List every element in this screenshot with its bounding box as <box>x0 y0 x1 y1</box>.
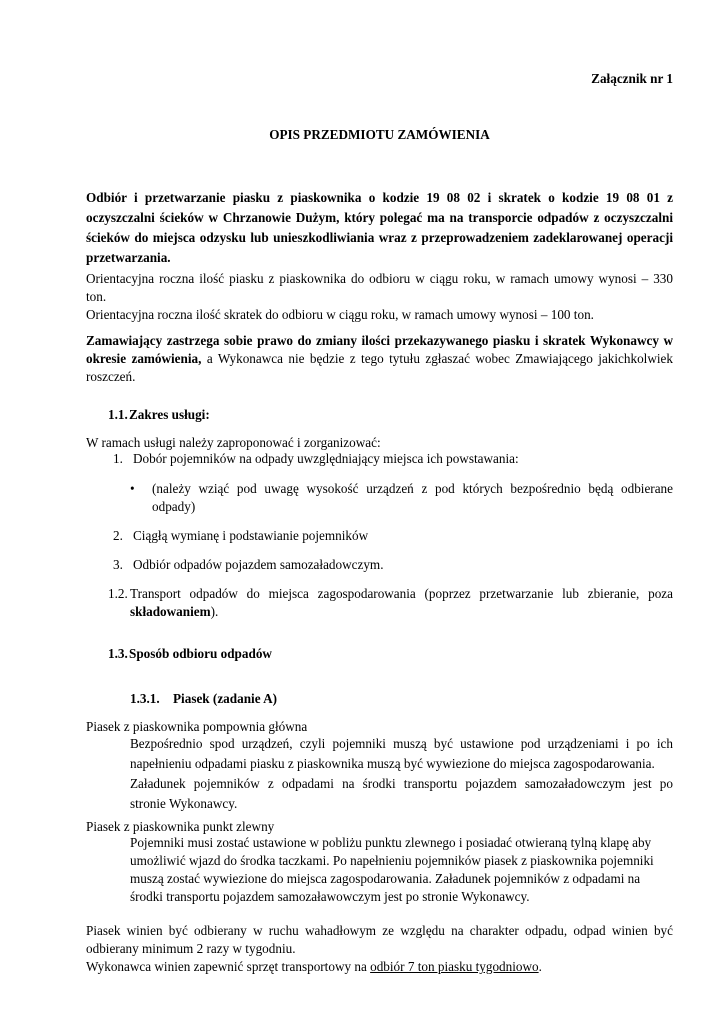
section-1-2-line <box>130 603 673 621</box>
reservation-text: a Wykonawca nie będzie z tego tytułu zgłaszać wobec Zmawiającego jakichkolwiek <box>201 351 673 366</box>
section-1-2-end: ). <box>210 604 219 619</box>
section-1-3-heading: Sposób odbioru odpadów <box>129 646 272 661</box>
main-pump-line: stronie Wykonawcy. <box>130 796 238 811</box>
closing-underlined-text: odbiór 7 ton piasku tygodniowo <box>370 959 539 974</box>
section-1-1-heading: Zakres usługi: <box>129 407 210 422</box>
reservation-line: Zamawiający zastrzega sobie prawo do zmiany ilości przekazywanego piasku i skratek Wykonawcy w <box>86 333 673 348</box>
drain-point-line: środki transportu pojazdem samozaławowczym jest po stronie Wykonawcy. <box>130 889 530 904</box>
list-item-number: 1. <box>113 451 123 466</box>
section-1-1-number: 1.1. <box>108 407 128 422</box>
closing-line <box>86 958 673 976</box>
bullet-line: odpady) <box>152 499 196 514</box>
main-pump-paragraph <box>130 734 673 814</box>
reservation-line: roszczeń. <box>86 369 136 384</box>
section-1-2-text <box>130 585 673 621</box>
reservation-bold-text: okresie zamówienia, <box>86 351 202 366</box>
section-1-2-number: 1.2. <box>108 586 128 601</box>
list-item-number: 2. <box>113 528 123 543</box>
list-item-text: Ciągłą wymianę i podstawianie pojemników <box>133 528 369 543</box>
intro-line: Odbiór i przetwarzanie piasku z piaskownika o kodzie 19 08 02 i skratek o kodzie 19 08 01 z <box>86 190 673 205</box>
closing-paragraph <box>86 922 673 976</box>
list-item-number: 3. <box>113 557 123 572</box>
bullet-line: (należy wziąć pod uwagę wysokość urządzeń z pod których bezpośrednio będą odbierane <box>152 481 673 496</box>
main-pump-line: napełnieniu odpadami piasku z piaskownika muszą być wywiezione do miejsca zagospodarowania. <box>130 756 655 771</box>
page-title: OPIS PRZEDMIOTU ZAMÓWIENIA <box>269 127 490 142</box>
main-pump-line: Załadunek pojemników z odpadami na środki transportu pojazdem samozaładowczym jest po <box>130 776 673 791</box>
list-item-text: Odbiór odpadów pojazdem samozaładowczym. <box>133 557 384 572</box>
quantity-line: ton. <box>86 289 107 304</box>
section-1-1-intro: W ramach usługi należy zaproponować i zorganizować: <box>86 435 381 450</box>
section-1-3-1-heading: Piasek (zadanie A) <box>173 691 278 706</box>
bullet-icon: • <box>130 481 135 496</box>
reservation-paragraph <box>86 332 673 386</box>
closing-text: Wykonawca winien zapewnić sprzęt transportowy na <box>86 959 371 974</box>
main-pump-line: Bezpośrednio spod urządzeń, czyli pojemniki muszą być ustawione pod urządzeniami i po ich <box>130 736 673 751</box>
bullet-text <box>152 480 673 498</box>
closing-end: . <box>538 959 542 974</box>
drain-point-label: Piasek z piaskownika punkt zlewny <box>86 819 275 834</box>
drain-point-paragraph <box>130 834 673 906</box>
section-1-3-1-number: 1.3.1. <box>130 691 160 706</box>
intro-line: przetwarzania. <box>86 250 171 265</box>
main-pump-label: Piasek z piaskownika pompownia główna <box>86 719 308 734</box>
quantity-line: Orientacyjna roczna ilość skratek do odbioru w ciągu roku, w ramach umowy wynosi – 100 ton. <box>86 307 594 322</box>
section-1-2-bold: składowaniem <box>130 604 211 619</box>
reservation-line <box>86 350 673 368</box>
intro-line: oczyszczalni ścieków w Chrzanowie Dużym, który polegać ma na transporcie odpadów z oczyszczalni <box>86 210 673 225</box>
closing-line: odbierany minimum 2 razy w tygodniu. <box>86 941 296 956</box>
intro-paragraph <box>86 188 673 268</box>
drain-point-line: umożliwić wjazd do środka taczkami. Po napełnieniu pojemników piasek z piaskownika pojemniki <box>130 853 654 868</box>
drain-point-line: muszą zostać wywiezione do miejsca zagospodarowania. Załadunek pojemników z odpadami na <box>130 871 641 886</box>
section-1-2-line: Transport odpadów do miejsca zagospodarowania (poprzez przetwarzanie lub zbieranie, poza <box>130 586 673 601</box>
closing-line: Piasek winien być odbierany w ruchu wahadłowym ze względu na charakter odpadu, odpad winien być <box>86 923 673 938</box>
intro-line: ścieków do miejsca odzysku lub unieszkodliwiania wraz z przeprowadzeniem zadeklarowanej operacji <box>86 230 673 245</box>
quantity-line: Orientacyjna roczna ilość piasku z piaskownika do odbioru w ciągu roku, w ramach umowy wynosi – 330 <box>86 271 673 286</box>
quantities-paragraph <box>86 270 673 324</box>
section-1-3-number: 1.3. <box>108 646 128 661</box>
attachment-label: Załącznik nr 1 <box>591 71 673 86</box>
list-item-text: Dobór pojemników na odpady uwzględniający miejsca ich powstawania: <box>133 451 519 466</box>
drain-point-line: Pojemniki musi zostać ustawione w pobliżu punktu zlewnego i posiadać otwieraną tylną klapę aby <box>130 835 652 850</box>
